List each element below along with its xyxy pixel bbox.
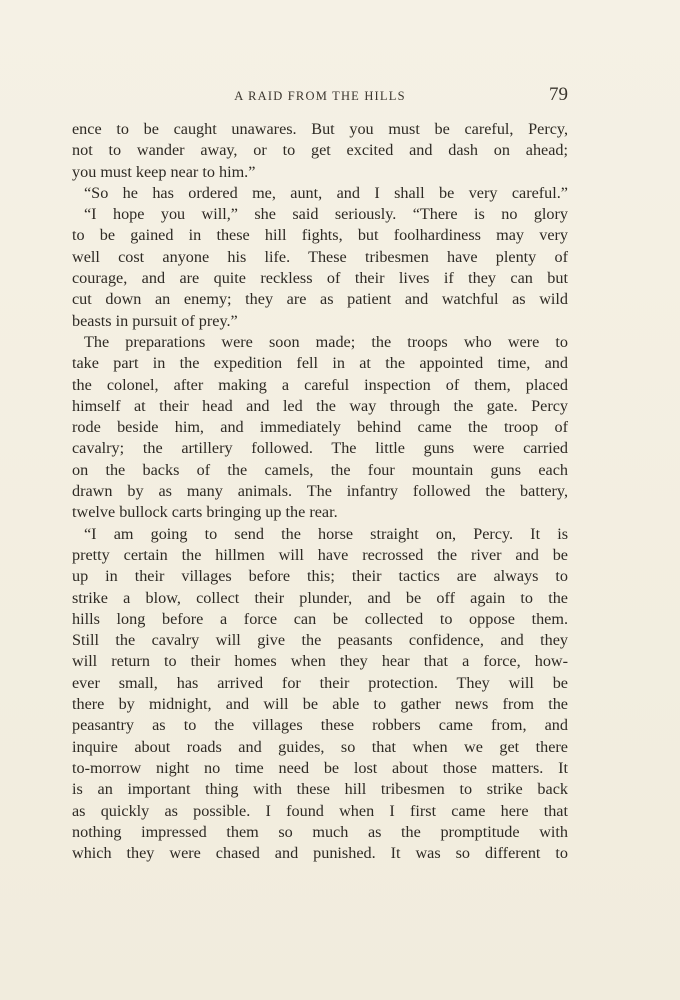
text-line: pretty certain the hillmen will have recrossed the river and be [72,545,568,564]
text-line: nothing impressed them so much as the promptitude with [72,822,568,841]
text-line: to-morrow night no time need be lost about those matters. It [72,758,568,777]
text-line: cut down an enemy; they are as patient and watchful as wild [72,290,568,309]
text-line: “I hope you will,” she said seriously. “There is no glory [84,205,568,224]
text-line: as quickly as possible. I found when I first came here that [72,801,568,820]
text-line: ence to be caught unawares. But you must be careful, Percy, [72,120,568,138]
text-line: not to wander away, or to get excited and dash on ahead; [72,141,568,160]
running-title: A RAID FROM THE HILLS [234,89,406,103]
text-line: take part in the expedition fell in at the appointed time, and [72,354,568,373]
running-head [72,86,568,110]
text-line: cavalry; the artillery followed. The little guns were carried [72,439,568,458]
page-number: 79 [549,84,568,105]
body-text [72,119,568,864]
text-line: drawn by as many animals. The infantry followed the battery, [72,482,568,501]
text-line: inquire about roads and guides, so that when we get there [72,737,568,756]
text-line: up in their villages before this; their tactics are always to [72,567,568,586]
text-line: strike a blow, collect their plunder, and be off again to the [72,588,568,607]
text-line: himself at their head and led the way through the gate. Percy [72,396,568,415]
text-line: well cost anyone his life. These tribesmen have plenty of [72,247,568,266]
text-line: The preparations were soon made; the troops who were to [84,332,568,351]
text-line: beasts in pursuit of prey.” [72,311,238,330]
text-line: will return to their homes when they hear that a force, how- [72,652,568,671]
text-line: is an important thing with these hill tribesmen to strike back [72,780,568,799]
text-line: “So he has ordered me, aunt, and I shall be very careful.” [84,183,568,202]
text-line: to be gained in these hill fights, but foolhardiness may very [72,226,568,245]
text-line: there by midnight, and will be able to gather news from the [72,695,568,714]
text-line: the colonel, after making a careful inspection of them, placed [72,375,568,394]
text-line: Still the cavalry will give the peasants confidence, and they [72,631,568,650]
text-line: peasantry as to the villages these robbers came from, and [72,716,568,735]
text-line: hills long before a force can be collected to oppose them. [72,609,568,628]
text-line: “I am going to send the horse straight on, Percy. It is [84,524,568,543]
text-line: twelve bullock carts bringing up the rear. [72,503,338,522]
text-line: rode beside him, and immediately behind came the troop of [72,418,568,437]
text-line: courage, and are quite reckless of their lives if they can but [72,269,568,288]
text-line: which they were chased and punished. It was so different to [72,844,568,863]
text-line: on the backs of the camels, the four mountain guns each [72,460,568,479]
text-line: ever small, has arrived for their protection. They will be [72,673,568,692]
text-line: you must keep near to him.” [72,162,256,181]
